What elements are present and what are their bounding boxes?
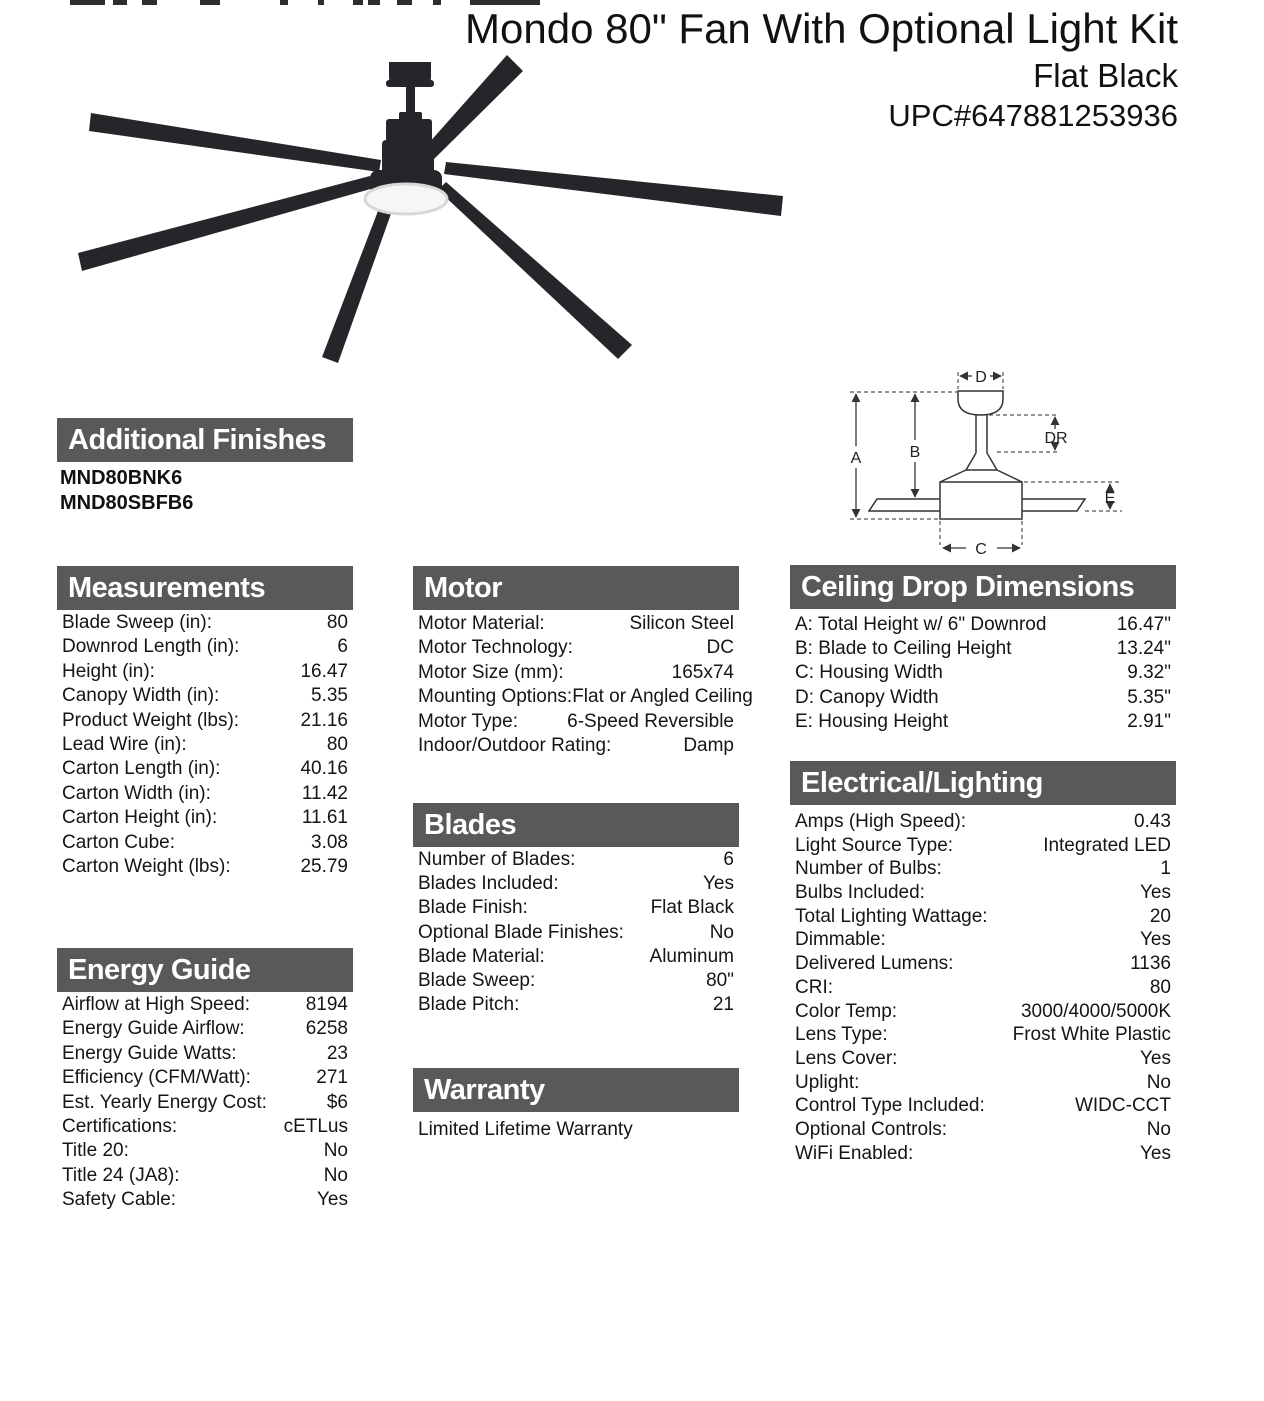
spec-value: 23 <box>326 1042 348 1064</box>
spec-row <box>413 636 739 660</box>
spec-label: Total Lighting Wattage: <box>795 905 988 927</box>
spec-label: Blade Finish: <box>418 897 528 919</box>
spec-value: 165x74 <box>671 661 734 683</box>
spec-label: Indoor/Outdoor Rating: <box>418 734 612 756</box>
spec-value: 80" <box>706 969 734 991</box>
spec-label: WiFi Enabled: <box>795 1142 914 1164</box>
spec-value: No <box>709 921 734 943</box>
diagram-dimension-arrows <box>856 376 1110 548</box>
fan-product-image <box>60 40 800 370</box>
spec-row <box>790 881 1176 905</box>
spec-value: 16.47 <box>300 660 348 682</box>
spec-value: 6 <box>723 849 734 870</box>
diagram-label-d: D <box>975 369 987 386</box>
section-header-additional-finishes: Additional Finishes <box>57 418 353 462</box>
spec-label: Height (in): <box>62 660 155 682</box>
spec-row <box>57 1115 353 1139</box>
spec-row <box>57 709 353 733</box>
diagram-canopy <box>958 391 1003 415</box>
spec-label: Energy Guide Watts: <box>62 1042 237 1064</box>
spec-label: Airflow at High Speed: <box>62 994 250 1015</box>
fan-canopy <box>389 62 431 83</box>
fan-blade <box>420 55 523 163</box>
spec-label: Carton Weight (lbs): <box>62 855 231 877</box>
spec-value: 6-Speed Reversible <box>567 710 734 732</box>
spec-label: Motor Technology: <box>418 637 573 659</box>
spec-row <box>790 661 1176 685</box>
diagram-housing <box>940 482 1022 519</box>
spec-value: 80 <box>326 733 348 755</box>
spec-row <box>57 757 353 781</box>
spec-label: Blade Sweep: <box>418 969 536 991</box>
spec-value: 21 <box>712 994 734 1016</box>
cropped-logo-fragment <box>318 0 324 5</box>
motor-table <box>413 612 753 758</box>
spec-label: Lead Wire (in): <box>62 733 187 755</box>
spec-value: 80 <box>326 612 348 633</box>
spec-value: Frost White Plastic <box>1012 1024 1171 1046</box>
warranty-text: Limited Lifetime Warranty <box>418 1119 633 1140</box>
spec-row <box>790 834 1176 858</box>
spec-row <box>57 733 353 757</box>
spec-row <box>413 612 739 636</box>
ceiling-drop-diagram <box>825 362 1165 562</box>
spec-label: Title 20: <box>62 1140 129 1162</box>
spec-label: Blades Included: <box>418 873 559 895</box>
spec-label: Light Source Type: <box>795 834 954 856</box>
section-header-blades: Blades <box>413 803 739 847</box>
fan-canopy-flange <box>386 80 434 87</box>
spec-row <box>57 993 353 1017</box>
diagram-label-dr: DR <box>1044 430 1068 447</box>
spec-value: Yes <box>1140 929 1171 951</box>
finish-item: MND80BNK6 <box>60 467 183 489</box>
fan-motor-drum <box>386 119 432 142</box>
spec-value: No <box>323 1140 348 1162</box>
diagram-labels <box>851 369 1116 558</box>
spec-value: 11.61 <box>301 807 348 829</box>
spec-value: Aluminum <box>649 945 734 967</box>
spec-label: Title 24 (JA8): <box>62 1164 180 1186</box>
fan-light <box>365 184 447 214</box>
spec-label: Bulbs Included: <box>795 882 925 904</box>
fan-motor-body <box>382 140 434 174</box>
product-finish: Flat Black <box>1033 57 1178 94</box>
spec-row <box>413 921 739 945</box>
spec-row <box>790 710 1176 734</box>
spec-row <box>413 685 753 709</box>
section-header-motor: Motor <box>413 566 739 610</box>
spec-row <box>57 1139 353 1163</box>
spec-value: Yes <box>703 873 734 895</box>
spec-label: Motor Type: <box>418 710 518 732</box>
spec-row <box>57 1091 353 1115</box>
spec-row <box>413 945 739 969</box>
spec-label: Blade Material: <box>418 945 545 967</box>
cropped-logo-fragment <box>280 0 288 5</box>
spec-value: 3000/4000/5000K <box>1020 1000 1171 1022</box>
spec-value: 5.35" <box>1127 686 1171 708</box>
spec-value: Silicon Steel <box>629 613 734 634</box>
spec-row <box>57 635 353 659</box>
spec-value: 6258 <box>305 1018 348 1040</box>
spec-row <box>413 661 739 685</box>
spec-row <box>790 1142 1176 1166</box>
spec-value: Integrated LED <box>1043 834 1171 856</box>
spec-row <box>57 855 353 879</box>
spec-row <box>57 1017 353 1041</box>
spec-label: B: Blade to Ceiling Height <box>795 638 1012 660</box>
spec-label: Motor Size (mm): <box>418 661 564 683</box>
section-header-energy-guide: Energy Guide <box>57 948 353 992</box>
spec-row <box>413 848 739 872</box>
spec-value: 1 <box>1160 858 1171 880</box>
spec-row <box>790 905 1176 929</box>
spec-value: 20 <box>1149 905 1171 927</box>
spec-label: Uplight: <box>795 1071 860 1093</box>
spec-value: 3.08 <box>311 831 348 853</box>
spec-value: $6 <box>326 1091 348 1113</box>
spec-label: Number of Blades: <box>418 849 576 870</box>
spec-label: Est. Yearly Energy Cost: <box>62 1091 267 1113</box>
spec-label: Control Type Included: <box>795 1095 985 1117</box>
spec-value: 25.79 <box>300 855 348 877</box>
spec-row <box>790 952 1176 976</box>
spec-row <box>790 976 1176 1000</box>
spec-label: Carton Height (in): <box>62 807 218 829</box>
spec-row <box>413 896 739 920</box>
spec-value: Yes <box>1140 882 1171 904</box>
spec-label: Canopy Width (in): <box>62 685 220 707</box>
spec-value: No <box>1146 1071 1171 1093</box>
cropped-logo-fragment <box>113 0 127 5</box>
spec-row <box>413 993 739 1017</box>
spec-value: Yes <box>1140 1047 1171 1069</box>
spec-label: Amps (High Speed): <box>795 811 967 832</box>
spec-row <box>790 1094 1176 1118</box>
spec-label: Number of Bulbs: <box>795 858 942 880</box>
spec-value: 40.16 <box>300 758 348 780</box>
spec-value: 5.35 <box>311 685 348 707</box>
fan-blade <box>444 162 783 216</box>
spec-label: Carton Cube: <box>62 831 176 853</box>
fan-blade <box>438 182 632 359</box>
spec-value: No <box>1146 1118 1171 1140</box>
spec-row <box>57 1164 353 1188</box>
measurements-table <box>57 611 353 879</box>
spec-row <box>790 613 1176 637</box>
spec-label: Delivered Lumens: <box>795 953 954 975</box>
spec-value: 271 <box>316 1067 348 1089</box>
product-title: Mondo 80" Fan With Optional Light Kit <box>465 5 1178 52</box>
spec-value: Yes <box>1140 1142 1171 1164</box>
spec-value: Flat or Angled Ceiling <box>572 686 753 708</box>
spec-value: 0.43 <box>1134 811 1171 832</box>
spec-row <box>57 660 353 684</box>
spec-label: CRI: <box>795 976 833 998</box>
finish-item: MND80SBFB6 <box>60 491 194 514</box>
spec-row <box>413 969 739 993</box>
diagram-housing-trapezoid <box>940 470 1022 482</box>
fan-blade <box>78 176 374 271</box>
fan-blade <box>322 190 398 363</box>
section-header-ceiling-drop: Ceiling Drop Dimensions <box>790 565 1176 609</box>
spec-label: C: Housing Width <box>795 662 943 684</box>
spec-row <box>790 1000 1176 1024</box>
energy-guide-table <box>57 993 353 1213</box>
spec-label: Color Temp: <box>795 1000 898 1022</box>
spec-value: DC <box>706 637 734 659</box>
spec-row <box>57 831 353 855</box>
spec-row <box>790 1047 1176 1071</box>
electrical-table <box>790 810 1176 1165</box>
spec-value: 9.32" <box>1127 662 1171 684</box>
spec-label: Lens Type: <box>795 1024 888 1046</box>
spec-label: Optional Controls: <box>795 1118 948 1140</box>
diagram-label-a: A <box>850 450 862 467</box>
spec-row <box>57 1188 353 1212</box>
spec-label: Certifications: <box>62 1115 178 1137</box>
spec-row <box>57 782 353 806</box>
spec-label: Carton Length (in): <box>62 758 221 780</box>
diagram-label-e: E <box>1104 490 1116 507</box>
diagram-label-b: B <box>909 444 921 461</box>
spec-row <box>790 857 1176 881</box>
diagram-downrod <box>966 415 997 470</box>
cropped-logo-fragment <box>70 0 105 5</box>
spec-value: WIDC-CCT <box>1074 1095 1171 1117</box>
spec-value: 6 <box>337 636 348 658</box>
spec-row <box>790 1118 1176 1142</box>
spec-row <box>413 710 739 734</box>
spec-row <box>57 611 353 635</box>
spec-row <box>790 637 1176 661</box>
spec-label: Product Weight (lbs): <box>62 709 240 731</box>
spec-label: D: Canopy Width <box>795 686 939 708</box>
spec-label: Mounting Options: <box>418 686 573 708</box>
spec-row <box>413 872 739 896</box>
spec-value: 8194 <box>305 994 348 1015</box>
spec-label: Carton Width (in): <box>62 782 211 804</box>
spec-label: Dimmable: <box>795 929 886 951</box>
spec-row <box>57 1042 353 1066</box>
spec-label: Lens Cover: <box>795 1047 898 1069</box>
additional-finishes-list <box>57 466 353 515</box>
spec-label: Downrod Length (in): <box>62 636 240 658</box>
spec-label: Blade Pitch: <box>418 994 520 1016</box>
spec-value: Yes <box>317 1189 348 1211</box>
spec-row <box>790 1023 1176 1047</box>
section-header-warranty: Warranty <box>413 1068 739 1112</box>
spec-label: Blade Sweep (in): <box>62 612 212 633</box>
spec-row <box>57 684 353 708</box>
spec-value: 21.16 <box>300 709 348 731</box>
section-header-measurements: Measurements <box>57 566 353 610</box>
spec-label: Efficiency (CFM/Watt): <box>62 1067 251 1089</box>
spec-value: Flat Black <box>650 897 734 919</box>
spec-label: E: Housing Height <box>795 710 949 732</box>
spec-row <box>57 1066 353 1090</box>
cropped-logo-fragment <box>397 0 412 5</box>
spec-label: Energy Guide Airflow: <box>62 1018 245 1040</box>
spec-value: cETLus <box>283 1115 348 1137</box>
cropped-logo-fragment <box>200 0 220 5</box>
spec-row <box>790 1071 1176 1095</box>
spec-value: 16.47" <box>1116 614 1171 635</box>
spec-row <box>413 734 739 758</box>
spec-label: Safety Cable: <box>62 1189 177 1211</box>
spec-value: Damp <box>683 734 734 756</box>
spec-value: 13.24" <box>1116 638 1171 660</box>
diagram-label-c: C <box>975 541 987 558</box>
blades-table <box>413 848 739 1017</box>
cropped-logo-fragment <box>368 0 380 5</box>
fan-blade <box>89 113 381 172</box>
spec-value: 11.42 <box>301 782 348 804</box>
cropped-logo-fragment <box>142 0 157 5</box>
spec-row <box>790 810 1176 834</box>
spec-label: Motor Material: <box>418 613 545 634</box>
spec-value: 1136 <box>1130 953 1171 975</box>
spec-label: Optional Blade Finishes: <box>418 921 624 943</box>
product-upc: UPC#647881253936 <box>888 98 1178 133</box>
ceiling-drop-table <box>790 613 1176 734</box>
spec-row <box>790 928 1176 952</box>
section-header-electrical: Electrical/Lighting <box>790 761 1176 805</box>
spec-row <box>790 686 1176 710</box>
spec-label: A: Total Height w/ 6" Downrod <box>795 614 1047 635</box>
spec-value: 80 <box>1149 976 1171 998</box>
spec-value: No <box>323 1164 348 1186</box>
cropped-logo-fragment <box>353 0 363 5</box>
spec-value: 2.91" <box>1127 710 1171 732</box>
cropped-logo-fragment <box>433 0 441 5</box>
spec-row <box>57 806 353 830</box>
